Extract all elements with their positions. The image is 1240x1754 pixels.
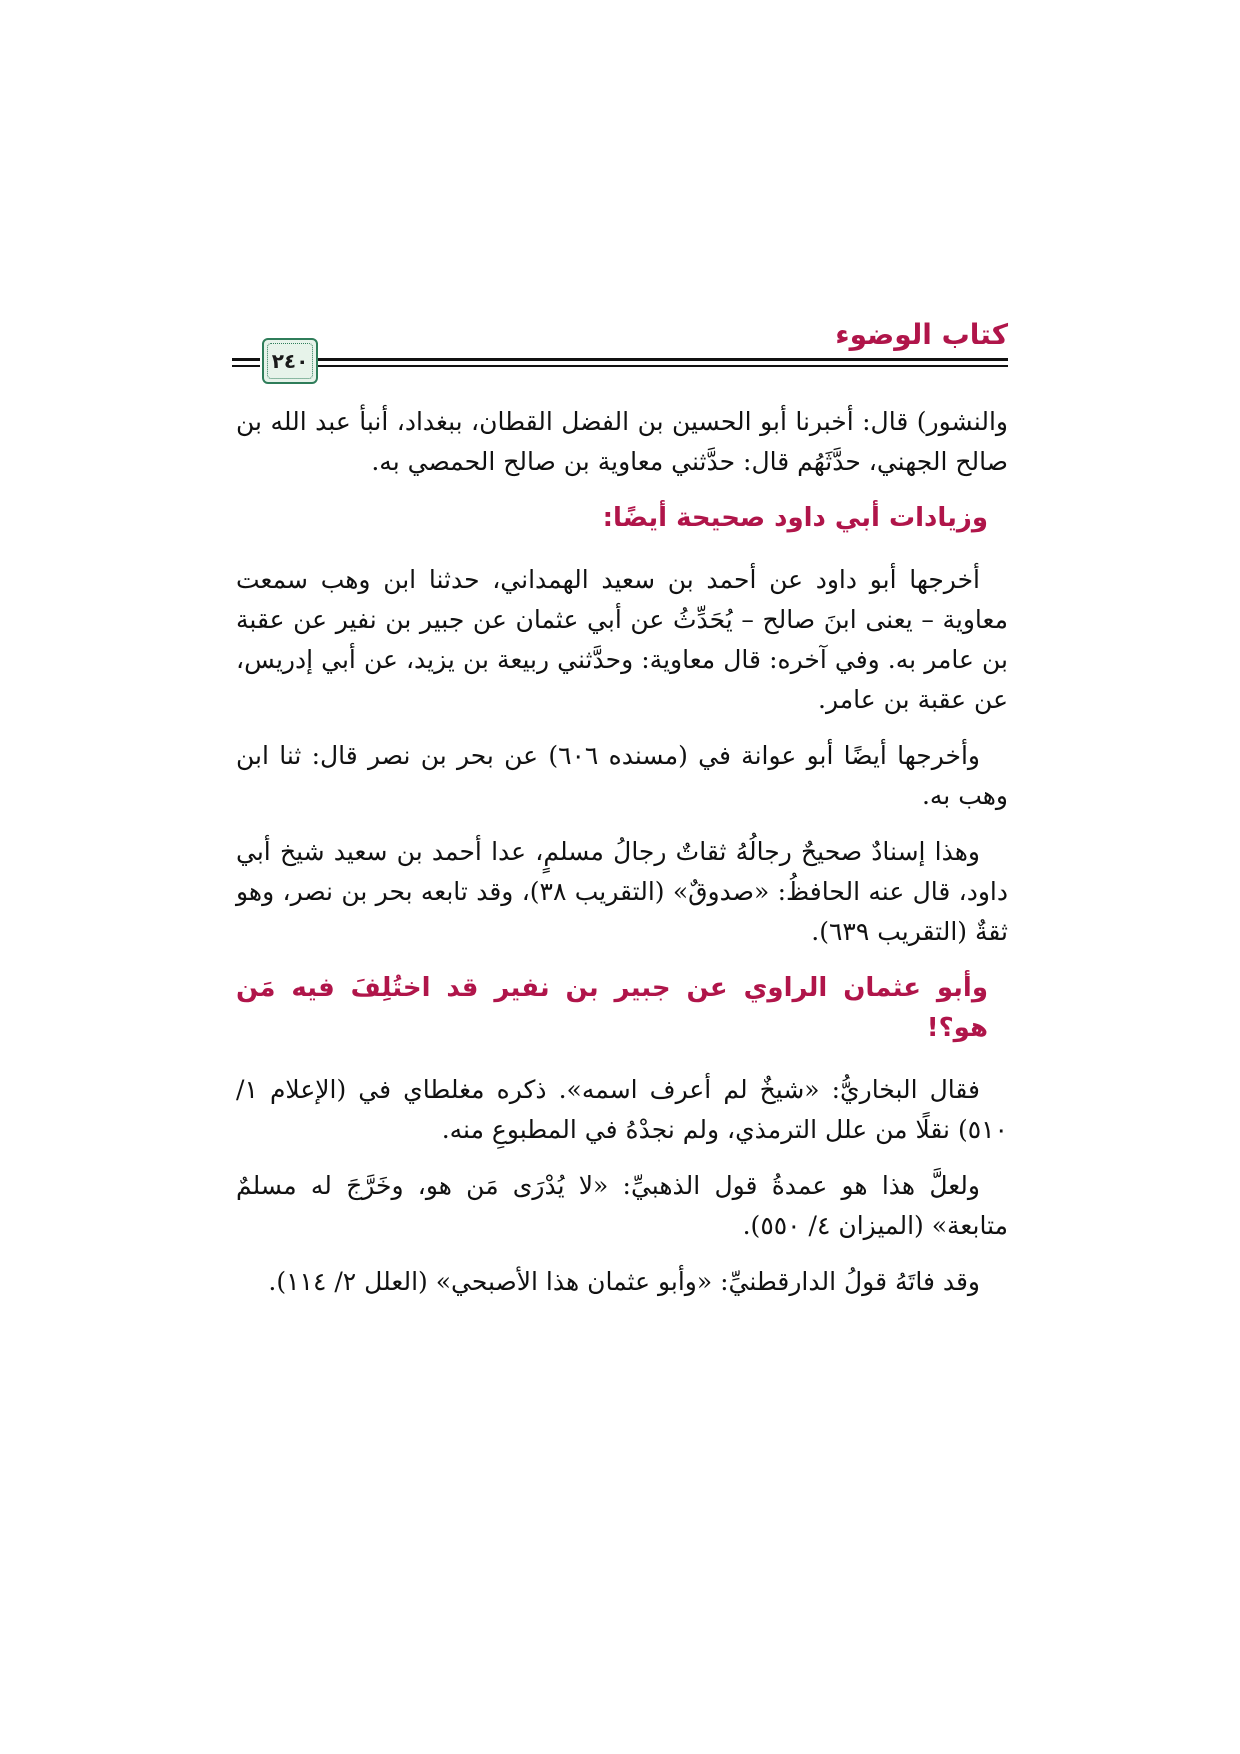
- paragraph-6: ولعلَّ هذا هو عمدةُ قول الذهبيِّ: «لا يُدْرَى مَن هو، وخَرَّجَ له مسلمٌ متابعة» (الميزان ٤/ ٥٥٠).: [236, 1171, 1008, 1240]
- book-title: كتاب الوضوء: [835, 318, 1008, 351]
- header-rule-bottom: [302, 365, 1008, 367]
- paragraph-4: وهذا إسنادٌ صحيحٌ رجالُهُ ثقاتٌ رجالُ مسلمٍ، عدا أحمد بن سعيد شيخ أبي داود، قال عنه الحافظُ: «صدوقٌ» (التقريب ٣٨)، وقد تابعه بحر بن نصر، وهو ثقةٌ (التقريب ٦٣٩).: [236, 837, 1008, 946]
- paragraph-2: أخرجها أبو داود عن أحمد بن سعيد الهمداني، حدثنا ابن وهب سمعت معاوية – يعنى ابنَ صالح – يُحَدِّثُ عن أبي عثمان عن جبير بن نفير عن عقبة بن عامر به. وفي آخره: قال معاوية: وحدَّثني ربيعة بن يزيد، عن أبي إدريس، عن عقبة بن عامر.: [236, 565, 1008, 714]
- paragraph-3: وأخرجها أيضًا أبو عوانة في (مسنده ٦٠٦) عن بحر بن نصر قال: ثنا ابن وهب به.: [236, 741, 1008, 810]
- page-number: ٢٤٠: [271, 349, 309, 373]
- header-rule-top: [302, 358, 1008, 361]
- paragraph-1: والنشور) قال: أخبرنا أبو الحسين بن الفضل القطان، ببغداد، أنبأ عبد الله بن صالح الجهني، حدَّثَهُم قال: حدَّثني معاوية بن صالح الحمصي به.: [236, 407, 1008, 476]
- paragraph-7: وقد فاتَهُ قولُ الدارقطنيِّ: «وأبو عثمان هذا الأصبحي» (العلل ٢/ ١١٤).: [268, 1267, 980, 1296]
- section-heading-1: وزيادات أبي داود صحيحة أيضًا:: [602, 503, 988, 533]
- page-body: [236, 402, 1008, 1318]
- section-heading-2: وأبو عثمان الراوي عن جبير بن نفير قد اختُلِفَ فيه مَن هو؟!: [236, 973, 988, 1043]
- header-rule-left-top: [232, 358, 260, 361]
- page-header: [232, 318, 1008, 392]
- page-number-badge: [262, 338, 318, 384]
- header-rule-left-bottom: [232, 365, 260, 367]
- paragraph-5: فقال البخاريُّ: «شيخٌ لم أعرف اسمه». ذكره مغلطاي في (الإعلام ١/ ٥١٠) نقلًا من علل الترمذي، ولم نجدْهُ في المطبوعِ منه.: [236, 1075, 1008, 1144]
